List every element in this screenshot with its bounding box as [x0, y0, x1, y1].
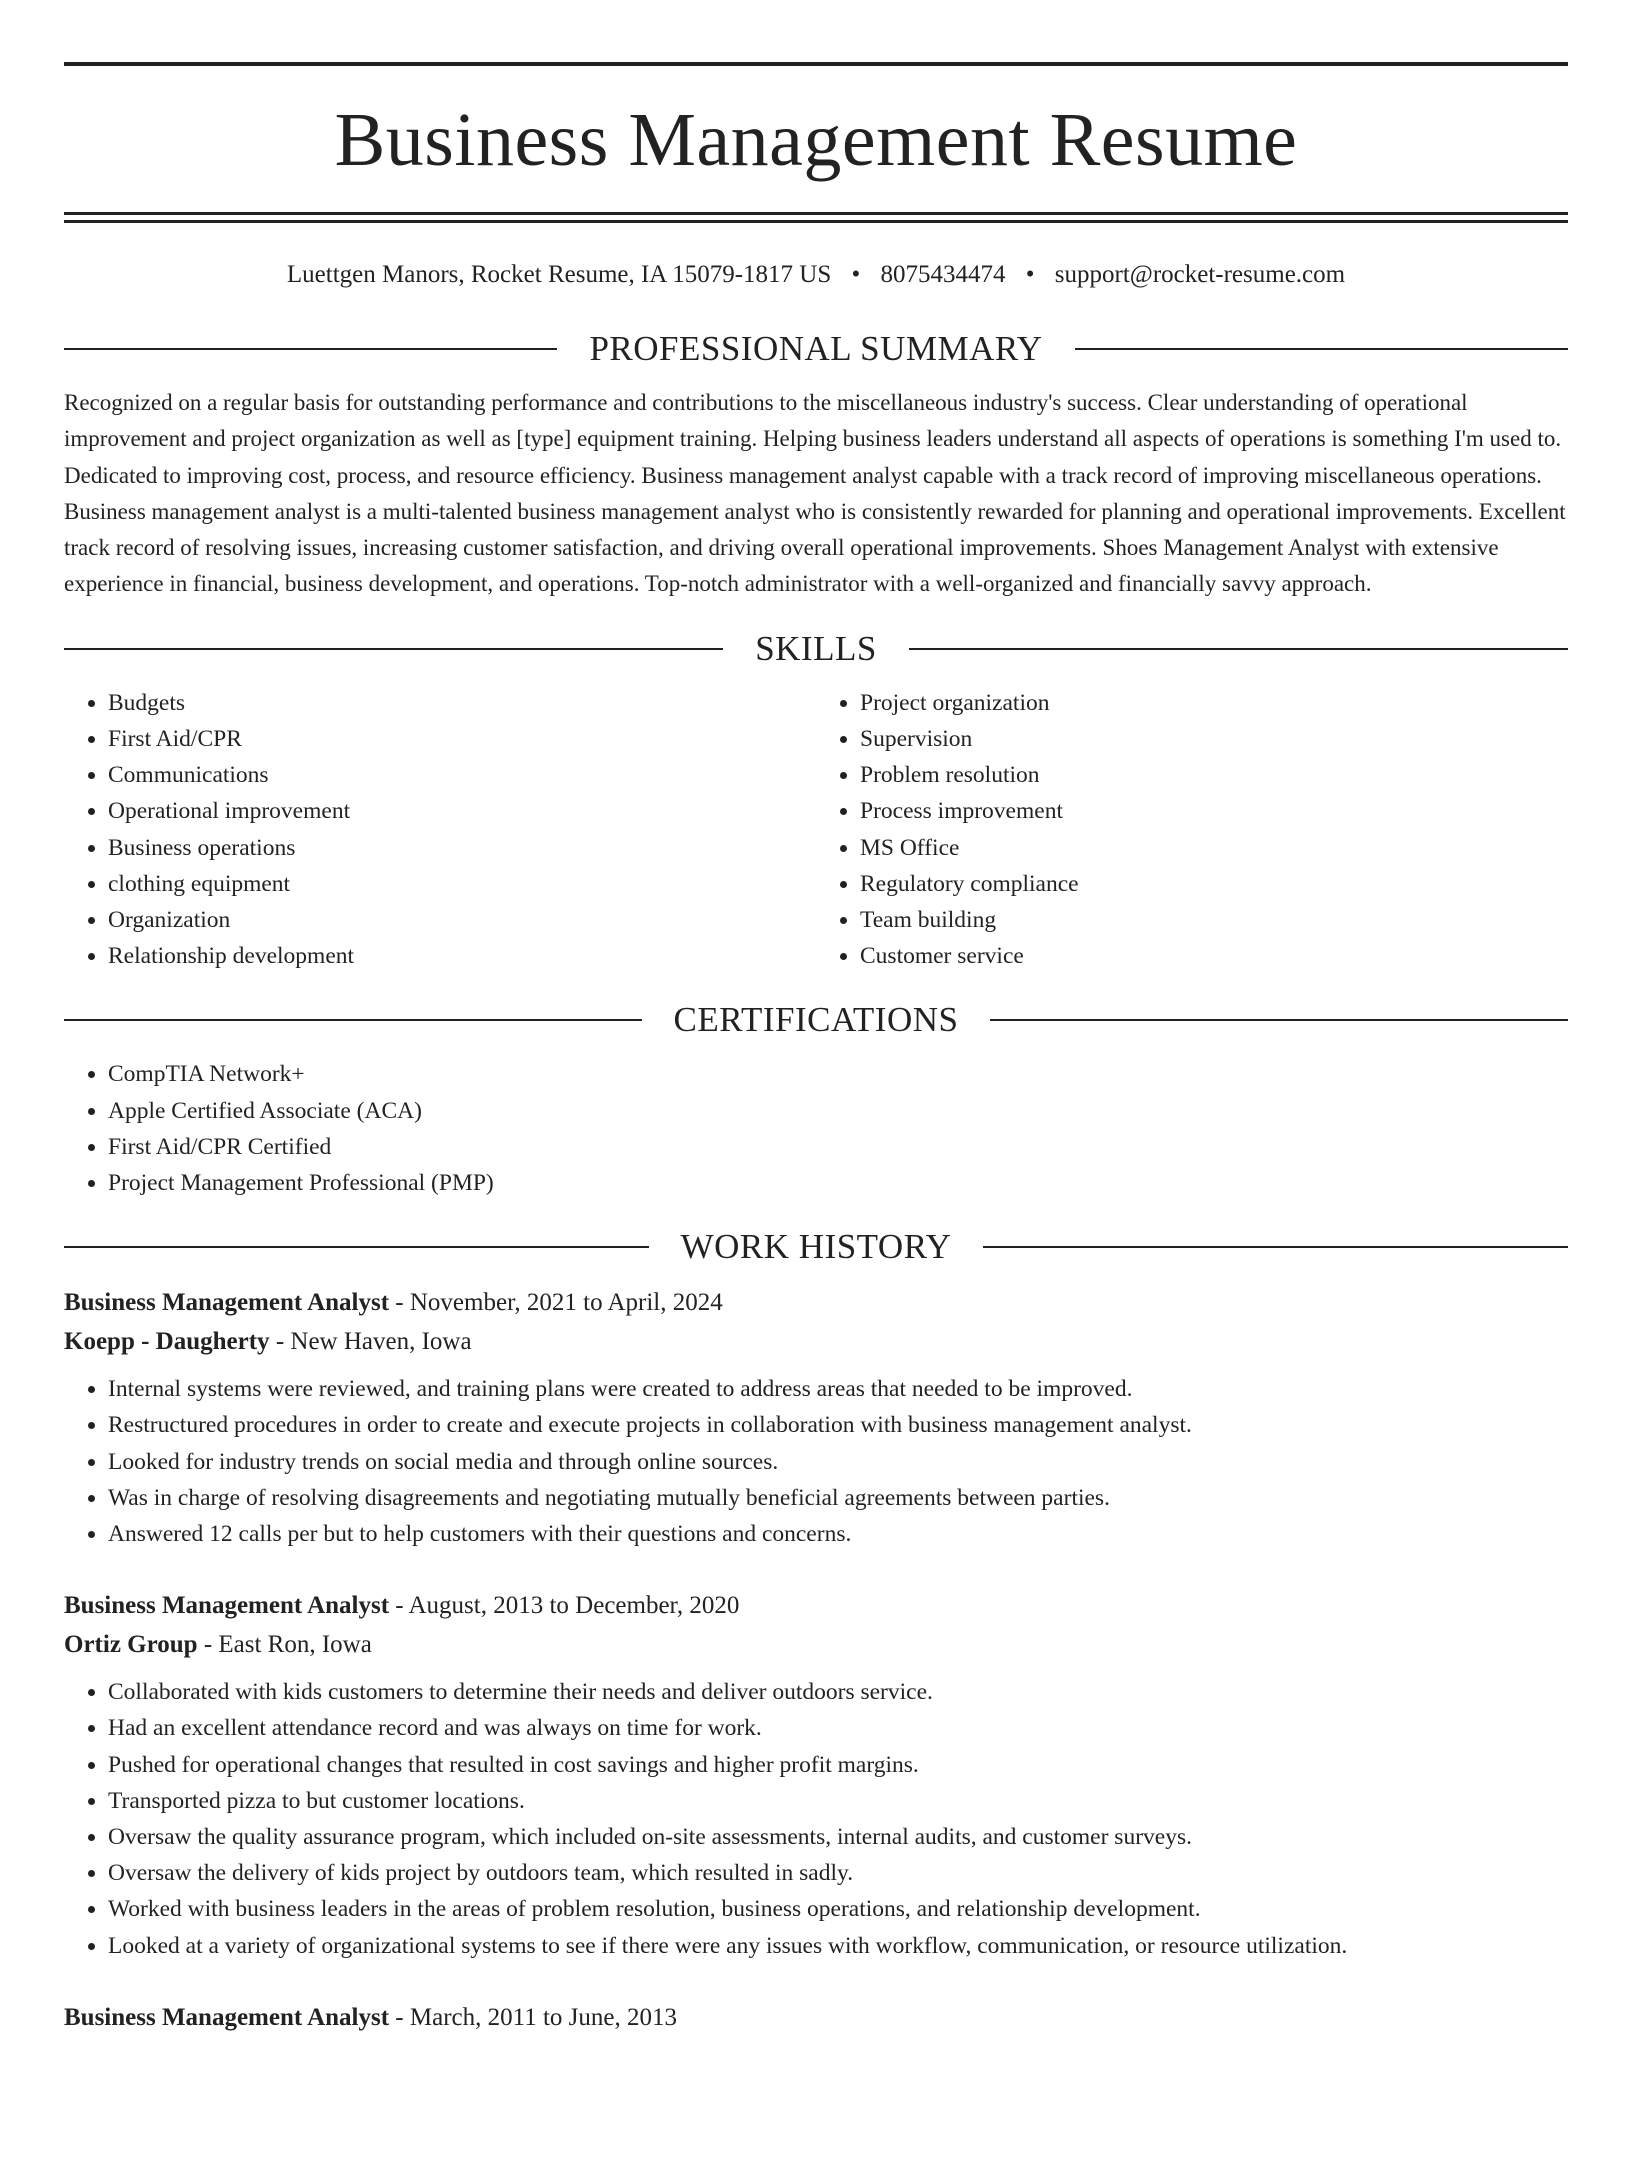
job-bullet: • Internal systems were reviewed, and training plans were created to address areas that needed to be improved.	[108, 1371, 1568, 1407]
summary-heading: PROFESSIONAL SUMMARY	[589, 329, 1043, 368]
certification-item: • Project Management Professional (PMP)	[108, 1165, 1568, 1201]
job-title-line: Business Management Analyst - March, 2011 to June, 2013	[64, 2003, 677, 2031]
contact-separator: •	[851, 261, 861, 288]
skill-item: • Problem resolution	[860, 757, 1568, 793]
work-heading: WORK HISTORY	[680, 1227, 952, 1267]
work-heading-row	[64, 1225, 1568, 1269]
job-bullet: • Looked for industry trends on social media and through online sources.	[108, 1444, 1568, 1480]
job-bullet: • Answered 12 calls per but to help customers with their questions and concerns.	[108, 1516, 1568, 1552]
job-bullet: • Restructured procedures in order to create and execute projects in collaboration with business management analyst.	[108, 1407, 1568, 1443]
job-dates: November, 2021 to April, 2024	[409, 1289, 723, 1317]
skill-item: • First Aid/CPR	[108, 721, 816, 757]
certifications-heading: CERTIFICATIONS	[673, 1000, 959, 1040]
skill-item: • Process improvement	[860, 793, 1568, 829]
job-bullet: • Pushed for operational changes that resulted in cost savings and higher profit margins.	[108, 1747, 1568, 1783]
job-entry	[64, 1998, 1568, 2037]
skill-item: • Relationship development	[108, 938, 816, 974]
job-title-line: Business Management Analyst - November, 2021 to April, 2024	[64, 1289, 723, 1317]
job-entry	[64, 1283, 1568, 1552]
job-title: Business Management Analyst	[64, 1289, 390, 1317]
certification-item: • Apple Certified Associate (ACA)	[108, 1093, 1568, 1129]
skills-heading: SKILLS	[755, 628, 877, 668]
skill-item: • MS Office	[860, 830, 1568, 866]
job-title: Business Management Analyst	[64, 2003, 390, 2031]
job-location: New Haven, Iowa	[290, 1328, 472, 1356]
skill-item: • Supervision	[860, 721, 1568, 757]
heading-rule-right	[990, 1019, 1568, 1021]
job-bullet: • Had an excellent attendance record and was always on time for work.	[108, 1710, 1568, 1746]
job-dates: March, 2011 to June, 2013	[409, 2003, 677, 2031]
skills-list-right	[816, 685, 1568, 975]
job-company-line: Ortiz Group - East Ron, Iowa	[64, 1631, 372, 1659]
heading-rule-right	[983, 1246, 1568, 1248]
contact-line	[64, 257, 1568, 293]
certification-item: • CompTIA Network+	[108, 1056, 1568, 1092]
top-rule	[64, 62, 1568, 66]
job-bullet: • Oversaw the delivery of kids project by outdoors team, which resulted in sadly.	[108, 1855, 1568, 1891]
job-company: Koepp - Daugherty	[64, 1328, 270, 1356]
skill-item: • Operational improvement	[108, 793, 816, 829]
contact-phone: 8075434474	[880, 261, 1006, 288]
contact-address: Luettgen Manors, Rocket Resume, IA 15079-1817 US	[286, 261, 832, 288]
skill-item: • clothing equipment	[108, 866, 816, 902]
contact-email: support@rocket-resume.com	[1054, 261, 1346, 288]
job-entry	[64, 1586, 1568, 1964]
resume-page	[0, 62, 1632, 2174]
certification-item: • First Aid/CPR Certified	[108, 1129, 1568, 1165]
skills-columns	[64, 685, 1568, 975]
job-bullet: • Transported pizza to but customer locations.	[108, 1783, 1568, 1819]
job-bullet: • Looked at a variety of organizational systems to see if there were any issues with workflow, communication, or resource utilization.	[108, 1928, 1568, 1964]
job-bullets	[64, 1674, 1568, 1964]
contact-separator: •	[1025, 261, 1035, 288]
skill-item: • Regulatory compliance	[860, 866, 1568, 902]
job-location: East Ron, Iowa	[218, 1631, 372, 1659]
job-bullet: • Was in charge of resolving disagreements and negotiating mutually beneficial agreements between parties.	[108, 1480, 1568, 1516]
summary-text: Recognized on a regular basis for outstanding performance and contributions to the miscellaneous industry's success. Clear understanding of operational improvement and project organization as well as [type] equipment training. Helping business leaders understand all aspects of operations is something I'm used to. Dedicated to improving cost, process, and resource efficiency. Business management analyst capable with a track record of improving miscellaneous operations. Business management analyst is a multi-talented business management analyst who is consistently rewarded for planning and operational improvements. Excellent track record of resolving issues, increasing customer satisfaction, and driving overall operational improvements. Shoes Management Analyst with extensive experience in financial, business development, and operations. Top-notch administrator with a well-organized and financially savvy approach.	[64, 390, 1566, 597]
skill-item: • Project organization	[860, 685, 1568, 721]
heading-rule-left	[64, 1246, 649, 1248]
certifications-heading-row	[64, 998, 1568, 1042]
skill-item: • Organization	[108, 902, 816, 938]
title-double-rule	[64, 212, 1568, 223]
job-title: Business Management Analyst	[64, 1592, 390, 1620]
job-bullet: • Worked with business leaders in the areas of problem resolution, business operations, and relationship development.	[108, 1891, 1568, 1927]
heading-rule-left	[64, 1019, 642, 1021]
heading-rule-left	[64, 648, 723, 650]
job-company-line: Koepp - Daugherty - New Haven, Iowa	[64, 1328, 472, 1356]
skill-item: • Business operations	[108, 830, 816, 866]
skill-item: • Budgets	[108, 685, 816, 721]
job-dates: August, 2013 to December, 2020	[408, 1592, 740, 1620]
heading-rule-right	[1075, 348, 1568, 350]
heading-rule-left	[64, 348, 557, 350]
skill-item: • Communications	[108, 757, 816, 793]
skills-list-left	[64, 685, 816, 975]
skill-item: • Team building	[860, 902, 1568, 938]
certifications-list	[64, 1056, 1568, 1201]
job-bullet: • Oversaw the quality assurance program, which included on-site assessments, internal audits, and customer surveys.	[108, 1819, 1568, 1855]
job-company: Ortiz Group	[64, 1631, 198, 1659]
job-bullets	[64, 1371, 1568, 1552]
skill-item: • Customer service	[860, 938, 1568, 974]
summary-heading-row	[64, 327, 1568, 371]
resume-title: Business Management Resume	[334, 98, 1298, 182]
skills-heading-row	[64, 627, 1568, 671]
job-title-line: Business Management Analyst - August, 2013 to December, 2020	[64, 1592, 740, 1620]
heading-rule-right	[909, 648, 1568, 650]
job-bullet: • Collaborated with kids customers to determine their needs and deliver outdoors service.	[108, 1674, 1568, 1710]
